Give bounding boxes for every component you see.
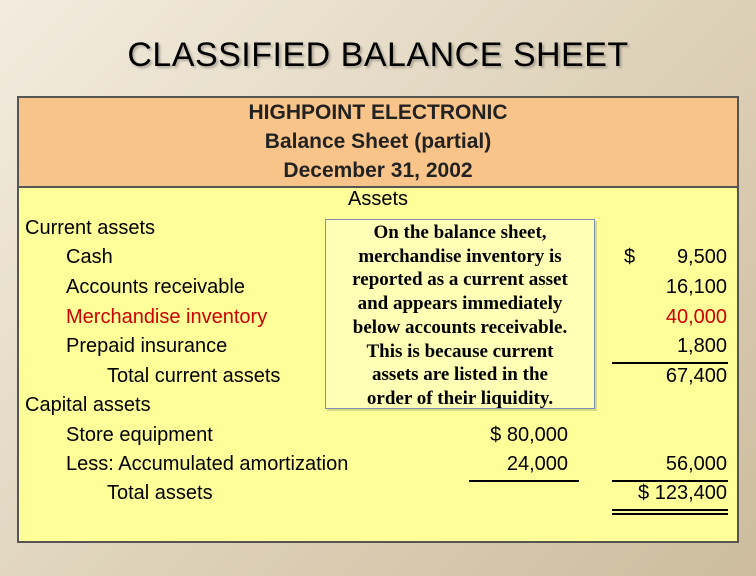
sheet-header (19, 98, 737, 188)
callout-line: This is because current (366, 340, 554, 362)
slide-title: CLASSIFIED BALANCE SHEET (127, 36, 629, 74)
company-name: HIGHPOINT ELECTRONIC (248, 101, 508, 124)
current-assets-underline (612, 362, 728, 364)
callout-line: and appears immediately (357, 293, 563, 315)
capital-assets-heading: Capital assets (25, 394, 151, 416)
total-double-underline-bottom (612, 513, 728, 515)
merchandise-inventory-amount: 40,000 (665, 306, 727, 328)
callout-line: assets are listed in the (372, 364, 548, 386)
accumulated-amortization-label: Less: Accumulated amortization (66, 453, 349, 475)
accounts-receivable-label: Accounts receivable (66, 276, 245, 298)
accounts-receivable-amount: 16,100 (665, 276, 727, 298)
cash-currency: $ (624, 246, 636, 268)
total-assets-amount: $ 123,400 (638, 482, 727, 504)
accumulated-amortization-amount: 24,000 (506, 453, 568, 475)
amortization-underline (469, 480, 579, 482)
section-title-assets: Assets (347, 188, 409, 210)
store-equipment-label: Store equipment (66, 424, 213, 446)
callout-line: below accounts receivable. (352, 316, 568, 338)
callout-line: reported as a current asset (352, 269, 568, 291)
inventory-callout (325, 219, 595, 409)
total-double-underline-top (612, 509, 728, 511)
callout-line: order of their liquidity. (366, 387, 554, 409)
statement-title: Balance Sheet (partial) (264, 130, 492, 153)
callout-line: merchandise inventory is (358, 245, 562, 267)
net-capital-assets-amount: 56,000 (665, 453, 727, 475)
merchandise-inventory-label: Merchandise inventory (66, 306, 268, 328)
prepaid-insurance-amount: 1,800 (676, 335, 727, 357)
callout-line: On the balance sheet, (373, 222, 547, 243)
store-equipment-amount: $ 80,000 (490, 424, 568, 446)
statement-date: December 31, 2002 (283, 159, 473, 182)
cash-label: Cash (66, 246, 113, 268)
total-assets-label: Total assets (107, 482, 213, 504)
total-current-assets-amount: 67,400 (665, 365, 727, 387)
current-assets-heading: Current assets (25, 217, 156, 239)
total-current-assets-label: Total current assets (107, 365, 281, 387)
prepaid-insurance-label: Prepaid insurance (66, 335, 228, 357)
cash-amount: 9,500 (676, 246, 727, 268)
